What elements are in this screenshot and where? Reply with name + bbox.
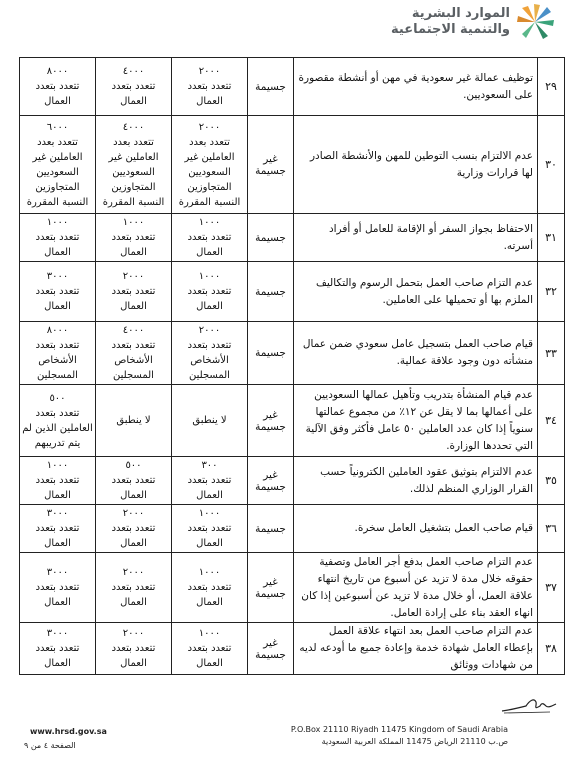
penalty-amount: ٨٠٠٠ — [46, 66, 69, 77]
penalty-note: تتعدد بتعدد العمال — [187, 232, 232, 258]
address-english: P.O.Box 21110 Riyadh 11475 Kingdom of Saudi Arabia — [290, 725, 508, 734]
penalty-amount: ١٠٠٠ — [46, 460, 69, 471]
penalty-note: تتعدد بتعدد العمال — [111, 643, 156, 669]
penalty-cell-2 — [96, 553, 172, 623]
penalty-note: تتعدد بتعدد الأشخاص المسجلين — [35, 340, 80, 381]
violation-number: ٣٤ — [538, 385, 565, 457]
penalty-cell-2 — [96, 623, 172, 675]
violation-severity: جسيمة — [248, 505, 294, 553]
penalty-note: تتعدد بتعدد العمال — [187, 523, 232, 549]
violation-severity: جسيمة — [248, 322, 294, 385]
violation-severity: جسيمة — [248, 58, 294, 116]
penalty-note: تتعدد بتعدد العمال — [111, 286, 156, 312]
penalty-cell-2 — [96, 457, 172, 505]
violation-number: ٢٩ — [538, 58, 565, 116]
penalty-note: تتعدد بتعدد العمال — [35, 286, 80, 312]
violation-description: عدم قيام المنشأة بتدريب وتأهيل عمالها السعوديين على أعمالها بما لا يقل عن ١٢٪ من مجموع عمالتها سنوياً إذا كان عدد العاملين ٥٠ عامل فأكثر وفق الآلية التي تحددها الوزارة. — [294, 385, 538, 457]
page-header — [0, 0, 572, 50]
penalty-cell-1 — [172, 553, 248, 623]
penalty-amount: ١٠٠٠ — [198, 508, 221, 519]
penalty-amount: ٢٠٠٠ — [198, 66, 221, 77]
penalty-cell-1 — [172, 58, 248, 116]
violation-row — [20, 457, 565, 505]
violation-severity: غير جسيمة — [248, 623, 294, 675]
penalty-note: تتعدد بتعدد العاملين الذين لم يتم تدريبهم — [22, 407, 93, 449]
penalty-amount: ١٠٠٠ — [198, 271, 221, 282]
violation-row — [20, 553, 565, 623]
penalty-cell-2 — [96, 322, 172, 385]
postal-address — [208, 724, 508, 748]
violation-number: ٣٣ — [538, 322, 565, 385]
penalty-note: تتعدد بتعدد العمال — [187, 475, 232, 501]
penalty-cell-2 — [96, 58, 172, 116]
penalty-amount: ٣٠٠٠ — [46, 271, 69, 282]
penalty-amount: ١٠٠٠ — [46, 217, 69, 228]
penalty-amount: ٤٠٠٠ — [122, 325, 145, 336]
violation-description: قيام صاحب العمل بتشغيل العامل سخرة. — [294, 505, 538, 553]
penalty-cell-3 — [20, 262, 96, 322]
penalty-amount: ٥٠٠ — [125, 460, 142, 471]
penalty-note: تتعدد بتعدد العمال — [187, 286, 232, 312]
penalty-cell-3 — [20, 116, 96, 214]
penalty-cell-1 — [172, 262, 248, 322]
ministry-name — [391, 6, 510, 38]
penalty-note: تتعدد بتعدد العمال — [111, 582, 156, 608]
penalty-cell-1 — [172, 385, 248, 457]
penalty-note: تتعدد بتعدد العمال — [111, 81, 156, 107]
ministry-name-line1: الموارد البشرية — [411, 6, 510, 21]
penalty-cell-2 — [96, 116, 172, 214]
page-number: الصفحة ٤ من ٩ — [24, 741, 76, 750]
violations-table — [19, 57, 565, 675]
penalty-note: تتعدد بتعدد العمال — [35, 643, 80, 669]
penalty-note: لا ينطبق — [192, 415, 227, 426]
penalty-amount: ٣٠٠ — [201, 460, 218, 471]
penalty-amount: ٢٠٠٠ — [198, 121, 221, 133]
penalty-note: تتعدد بتعدد العمال — [111, 232, 156, 258]
violation-row — [20, 116, 565, 214]
violation-number: ٣٢ — [538, 262, 565, 322]
violation-row — [20, 58, 565, 116]
violation-severity: غير جسيمة — [248, 457, 294, 505]
violation-description: عدم الالتزام بتوثيق عقود العاملين الكترونياً حسب القرار الوزاري المنظم لذلك. — [294, 457, 538, 505]
violation-number: ٣٠ — [538, 116, 565, 214]
penalty-amount: ٣٠٠٠ — [46, 567, 69, 578]
penalty-cell-3 — [20, 214, 96, 262]
penalty-note: تتعدد بتعدد الأشخاص المسجلين — [187, 340, 232, 381]
violation-description: الاحتفاظ بجواز السفر أو الإقامة للعامل أو أفراد أسرته. — [294, 214, 538, 262]
penalty-cell-2 — [96, 214, 172, 262]
penalty-note: تتعدد بعدد العاملين غير السعوديين المتجاوزين النسبة المقررة — [26, 136, 89, 208]
penalty-cell-3 — [20, 385, 96, 457]
penalty-note: تتعدد بعدد العاملين غير السعوديين المتجاوزين النسبة المقررة — [178, 136, 241, 208]
violation-row — [20, 505, 565, 553]
violation-description: عدم التزام صاحب العمل بدفع أجر العامل وتصفية حقوقه خلال مدة لا تزيد عن أسبوع من تاريخ انتهاء علاقة العمل، أو خلال مدة لا تزيد عن أسبوعين إذا كان انهاء العقد بناء على إرادة العامل. — [294, 553, 538, 623]
violation-number: ٣٥ — [538, 457, 565, 505]
violation-row — [20, 214, 565, 262]
violation-description: توظيف عمالة غير سعودية في مهن أو أنشطة مقصورة على السعوديين. — [294, 58, 538, 116]
violation-severity: غير جسيمة — [248, 116, 294, 214]
penalty-amount: ٦٠٠٠ — [46, 121, 69, 133]
penalty-note: تتعدد بتعدد العمال — [187, 81, 232, 107]
penalty-note: تتعدد بتعدد العمال — [187, 643, 232, 669]
penalty-note: تتعدد بتعدد العمال — [35, 475, 80, 501]
violation-severity: غير جسيمة — [248, 385, 294, 457]
penalty-cell-2 — [96, 385, 172, 457]
penalty-note: تتعدد بتعدد العمال — [35, 232, 80, 258]
penalty-cell-3 — [20, 457, 96, 505]
violation-row — [20, 262, 565, 322]
violation-severity: جسيمة — [248, 214, 294, 262]
penalty-cell-3 — [20, 553, 96, 623]
violation-severity: غير جسيمة — [248, 553, 294, 623]
penalty-amount: ٨٠٠٠ — [46, 325, 69, 336]
penalty-amount: ٢٠٠٠ — [122, 628, 145, 639]
penalty-cell-1 — [172, 214, 248, 262]
ministry-emblem-icon — [514, 2, 556, 42]
penalty-amount: ٤٠٠٠ — [122, 66, 145, 77]
penalty-amount: ٢٠٠٠ — [122, 508, 145, 519]
violation-description: قيام صاحب العمل بتسجيل عامل سعودي ضمن عمال منشأته دون وجود علاقة عمالية. — [294, 322, 538, 385]
penalty-amount: ٢٠٠٠ — [122, 271, 145, 282]
violation-row — [20, 385, 565, 457]
penalty-note: تتعدد بتعدد العمال — [35, 523, 80, 549]
penalty-note: تتعدد بتعدد العمال — [35, 81, 80, 107]
penalty-amount: ١٠٠٠ — [198, 217, 221, 228]
signature-icon — [500, 694, 558, 716]
penalty-note: تتعدد بتعدد الأشخاص المسجلين — [111, 340, 156, 381]
penalty-amount: ١٠٠٠ — [198, 628, 221, 639]
violation-description: عدم التزام صاحب العمل بعد انتهاء علاقة العمل بإعطاء العامل شهادة خدمة وإعادة جميع ما أودعه لديه من شهادات ووثائق — [294, 623, 538, 675]
penalty-cell-1 — [172, 116, 248, 214]
penalty-note: تتعدد بتعدد العمال — [111, 475, 156, 501]
violation-number: ٣٨ — [538, 623, 565, 675]
penalty-amount: ٣٠٠٠ — [46, 628, 69, 639]
violation-description: عدم الالتزام بنسب التوطين للمهن والأنشطة الصادر لها قرارات وزارية — [294, 116, 538, 214]
page-footer — [0, 690, 572, 761]
penalty-note: تتعدد بعدد العاملين غير السعوديين المتجاوزين النسبة المقررة — [102, 136, 165, 208]
violation-number: ٣١ — [538, 214, 565, 262]
violation-description: عدم التزام صاحب العمل بتحمل الرسوم والتكاليف الملزم بها أو تحميلها على العاملين. — [294, 262, 538, 322]
penalty-amount: ٢٠٠٠ — [122, 567, 145, 578]
penalty-cell-3 — [20, 505, 96, 553]
penalty-note: تتعدد بتعدد العمال — [187, 582, 232, 608]
penalty-cell-2 — [96, 505, 172, 553]
penalty-amount: ٢٠٠٠ — [198, 325, 221, 336]
penalty-cell-1 — [172, 505, 248, 553]
penalty-amount: ١٠٠٠ — [198, 567, 221, 578]
penalty-cell-1 — [172, 623, 248, 675]
penalty-cell-3 — [20, 623, 96, 675]
penalty-note: تتعدد بتعدد العمال — [35, 582, 80, 608]
violation-number: ٣٧ — [538, 553, 565, 623]
penalty-cell-1 — [172, 457, 248, 505]
violation-row — [20, 623, 565, 675]
penalty-amount: ١٠٠٠ — [122, 217, 145, 228]
penalty-amount: ٣٠٠٠ — [46, 508, 69, 519]
penalty-cell-2 — [96, 262, 172, 322]
website-link[interactable]: www.hrsd.gov.sa — [30, 727, 107, 736]
ministry-name-line2: والتنمية الاجتماعية — [391, 22, 510, 37]
penalty-note: تتعدد بتعدد العمال — [111, 523, 156, 549]
penalty-note: لا ينطبق — [116, 415, 151, 426]
penalty-cell-3 — [20, 58, 96, 116]
violation-severity: جسيمة — [248, 262, 294, 322]
violation-row — [20, 322, 565, 385]
penalty-cell-1 — [172, 322, 248, 385]
penalty-amount: ٤٠٠٠ — [122, 121, 145, 133]
address-arabic: ص.ب 21110 الرياض 11475 المملكة العربية السعودية — [321, 737, 508, 746]
penalty-amount: ٥٠٠ — [49, 392, 66, 404]
violation-number: ٣٦ — [538, 505, 565, 553]
penalty-cell-3 — [20, 322, 96, 385]
